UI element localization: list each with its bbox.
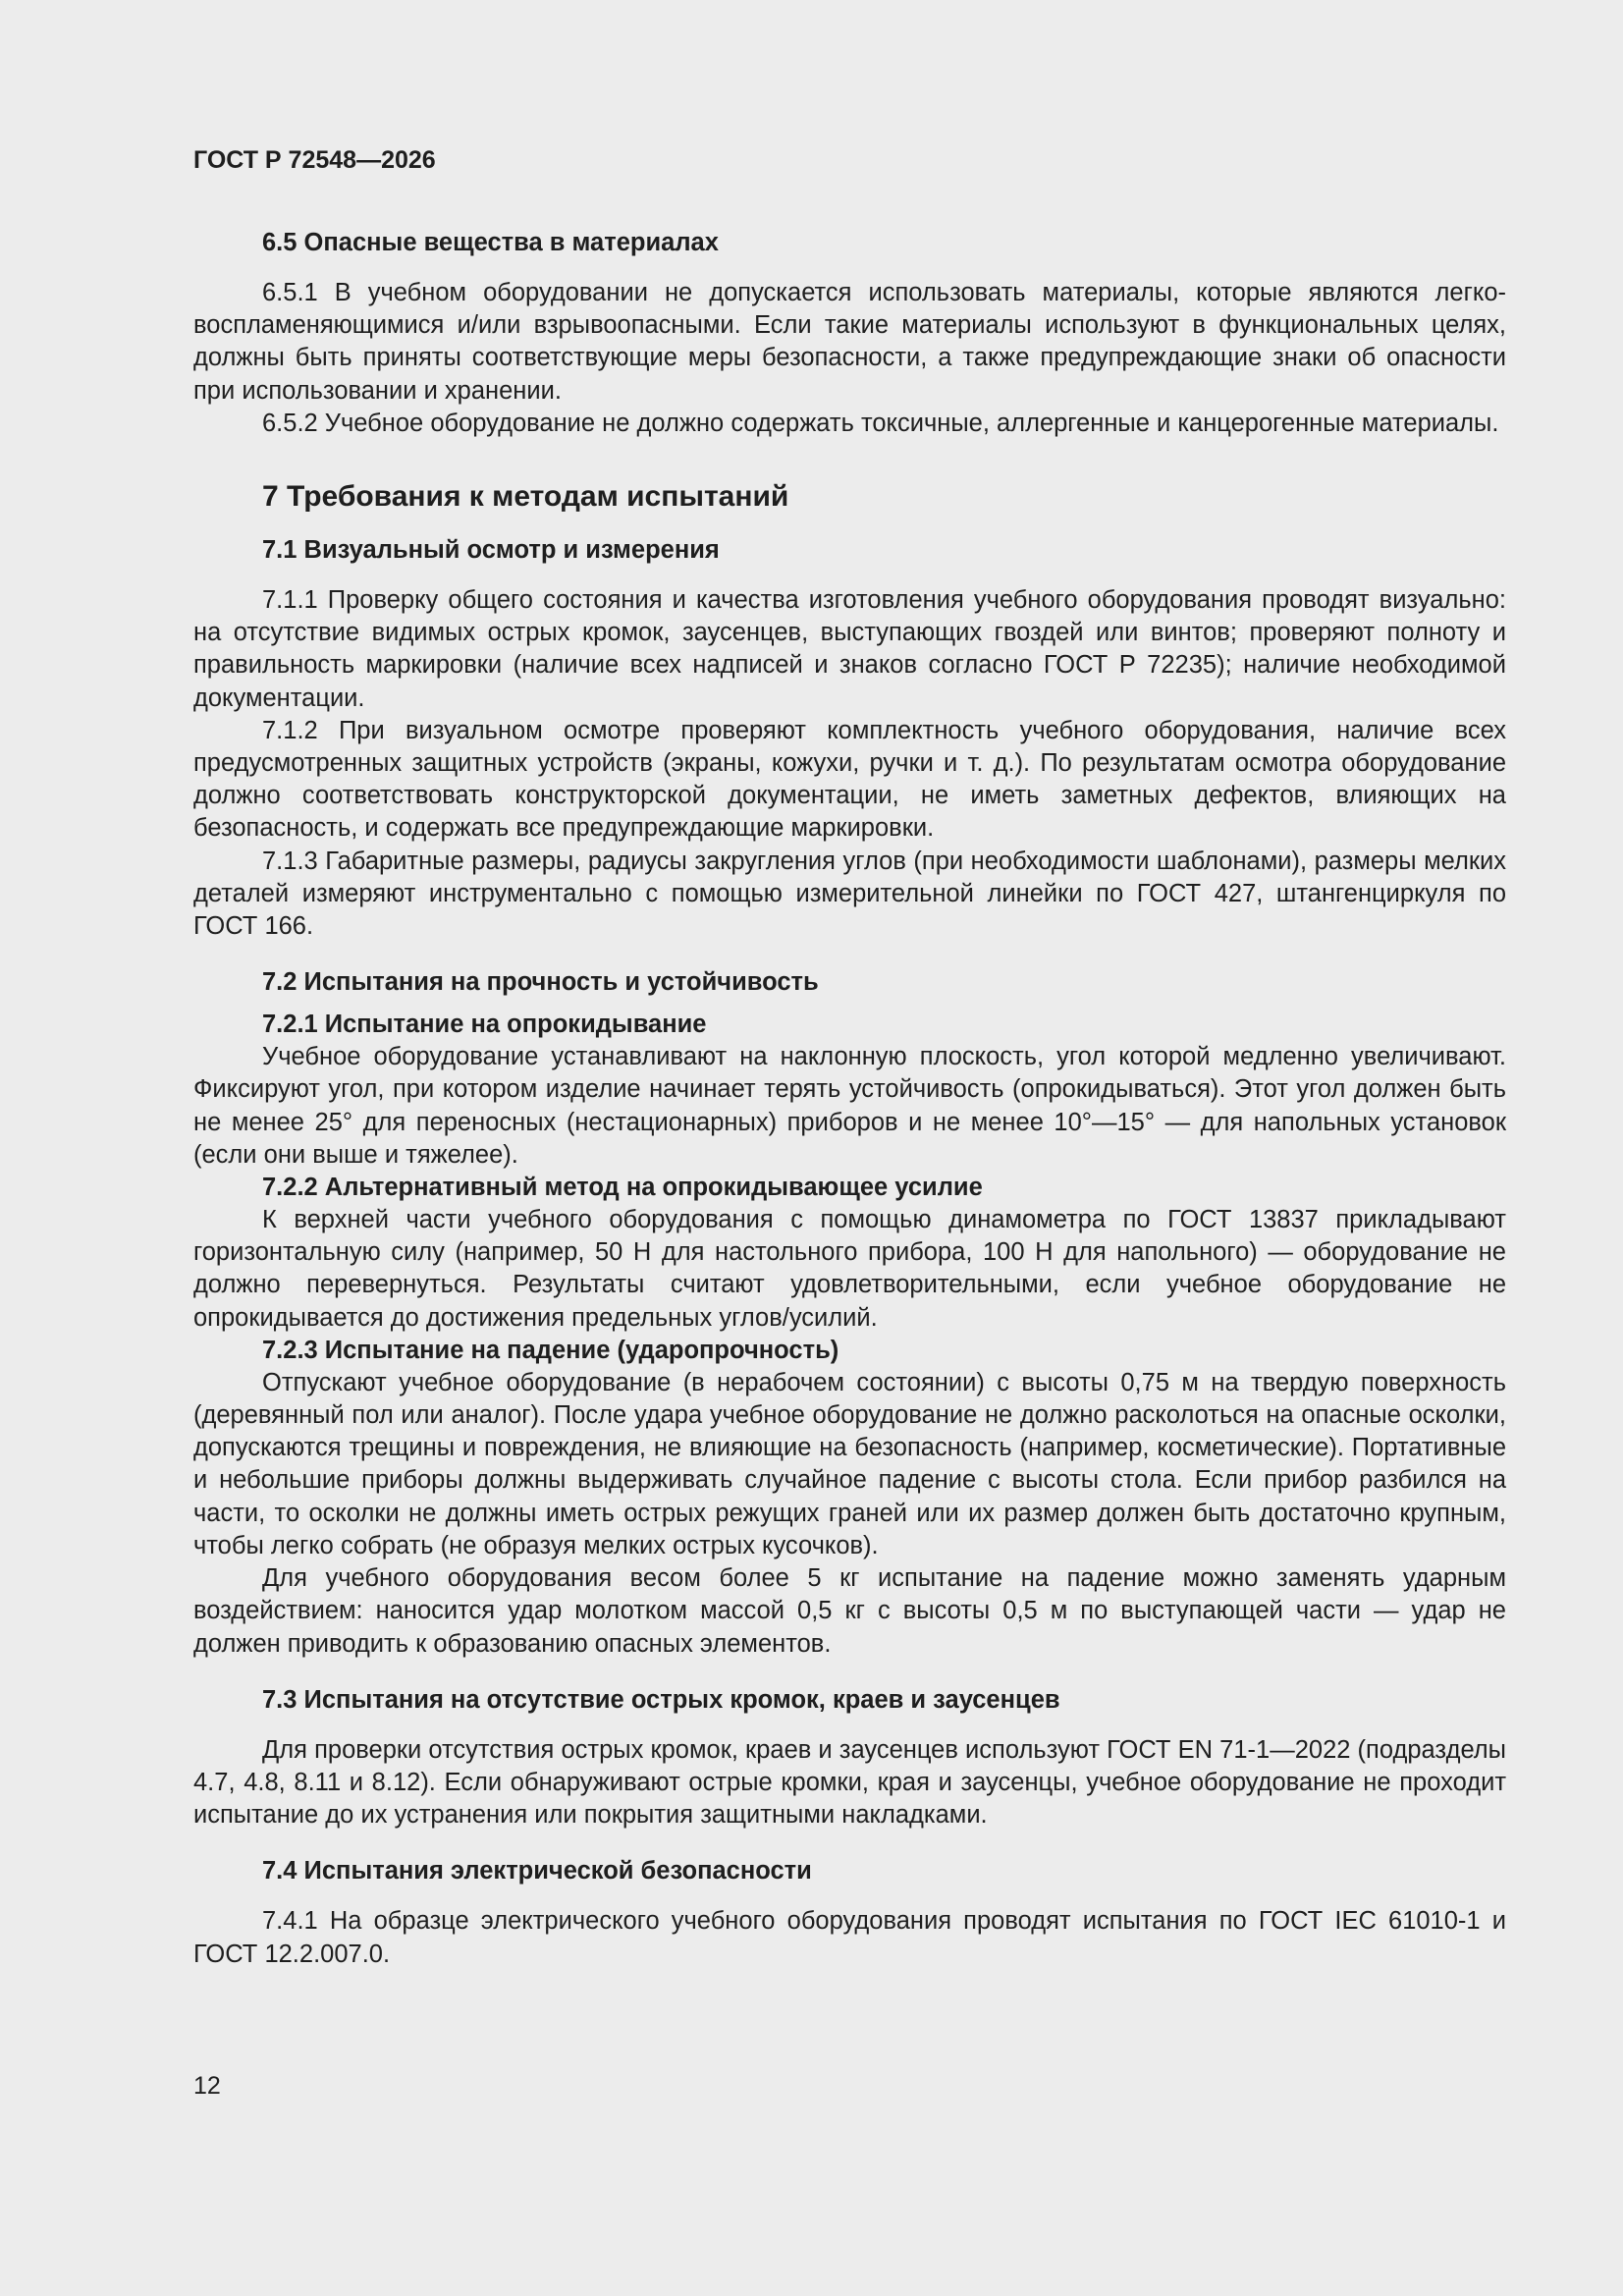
page-content [193,145,1506,1971]
paragraph-7-3: Для проверки отсутствия острых кромок, краев и заусенцев используют ГОСТ EN 71-1—2022 (подразделы 4.7, 4.8, 8.11 и 8.12). Если обнаруживают острые кромки, края и заусенцы, учебное оборудование не проходит испытание до их устранения или покрытия защитными накладками. [193,1735,1506,1830]
section-7-4-title: 7.4 Испытания электрической безопасности [262,1857,812,1886]
section-6-5-title: 6.5 Опасные вещества в материалах [262,229,719,256]
section-7-3-title: 7.3 Испытания на отсутствие острых кромок, краев и заусенцев [262,1685,1060,1714]
section-7-2-2-title: 7.2.2 Альтернативный метод на опрокидывающее усилие [262,1174,983,1202]
paragraph-7-2-1: Учебное оборудование устанавливают на наклонную плоскость, угол которой медленно увеличивают. Фиксируют угол, при котором изделие начинает терять устойчивость (опрокидываться). Этот угол должен быть не менее 25° для переносных (нестационарных) приборов и не менее 10°—15° — для напольных установок (если они выше и тяжелее). [193,1043,1506,1169]
section-7-1-title: 7.1 Визуальный осмотр и измерения [262,536,720,565]
section-7-2-3-title: 7.2.3 Испытание на падение (ударопрочность) [262,1336,839,1364]
section-7-2-1-title: 7.2.1 Испытание на опрокидывание [262,1011,707,1039]
document-header: ГОСТ Р 72548—2026 [193,146,436,174]
paragraph-7-1-2: 7.1.2 При визуальном осмотре проверяют комплектность учебного оборудования, наличие всех предусмотренных защитных устройств (экраны, кожухи, ручки и т. д.). По результатам осмотра оборудование должно соответствовать конструкторской документации, не иметь заметных дефектов, влияющих на безопасность, и содержать все предупреждающие маркировки. [193,716,1506,843]
paragraph-6-5-2: 6.5.2 Учебное оборудование не должно содержать токсичные, аллергенные и канцерогенные материалы. [262,409,1499,437]
paragraph-7-2-2: К верхней части учебного оборудования с помощью динамометра по ГОСТ 13837 прикладывают горизонтальную силу (например, 50 Н для настольного прибора, 100 Н для напольного) — оборудование не должно перевернуться. Результаты считают удовлетворительными, если учебное оборудование не опрокидывается до достижения предельных углов/усилий. [193,1206,1506,1332]
page-number: 12 [193,2072,221,2100]
paragraph-7-2-3-a: Отпускают учебное оборудование (в нерабочем состоянии) с высоты 0,75 м на твердую поверхность (деревянный пол или аналог). После удара учебное оборудование не должно расколоться на опасные осколки, допускаются трещины и повреждения, не влияющие на безопасность (например, косметические). Портативные и небольшие приборы должны выдерживать случайное падение с высоты стола. Если прибор разбился на части, то осколки не должны иметь острых режущих граней или их размер должен быть достаточно крупным, чтобы легко собрать (не образуя мелких острых кусочков). [193,1368,1506,1559]
section-7-2-title: 7.2 Испытания на прочность и устойчивость [262,968,819,997]
paragraph-7-1-3: 7.1.3 Габаритные размеры, радиусы закругления углов (при необходимости шаблонами), размеры мелких деталей измеряют инструментально с помощью измерительной линейки по ГОСТ 427, штангенциркуля по ГОСТ 166. [193,847,1506,941]
section-7-title: 7 Требования к методам испытаний [262,480,789,514]
paragraph-7-2-3-b: Для учебного оборудования весом более 5 кг испытание на падение можно заменять ударным воздействием: наносится удар молотком массой 0,5 кг с высоты 0,5 м по выступающей части — удар не должен приводить к образованию опасных элементов. [193,1564,1506,1658]
paragraph-7-4-1: 7.4.1 На образце электрического учебного оборудования проводят испытания по ГОСТ IEC 61010-1 и ГОСТ 12.2.007.0. [193,1907,1506,1968]
paragraph-6-5-1: 6.5.1 В учебном оборудовании не допускается использовать материалы, которые являются легковоспламеняющимися и/или взрывоопасными. Если такие материалы используют в функциональных целях, должны быть приняты соответствующие меры безопасности, а также предупреждающие знаки об опасности при использовании и хранении. [193,279,1506,405]
paragraph-7-1-1: 7.1.1 Проверку общего состояния и качества изготовления учебного оборудования проводят визуально: на отсутствие видимых острых кромок, заусенцев, выступающих гвоздей или винтов; проверяют полноту и правильность маркировки (наличие всех надписей и знаков согласно ГОСТ Р 72235); наличие необходимой документации. [193,586,1506,712]
